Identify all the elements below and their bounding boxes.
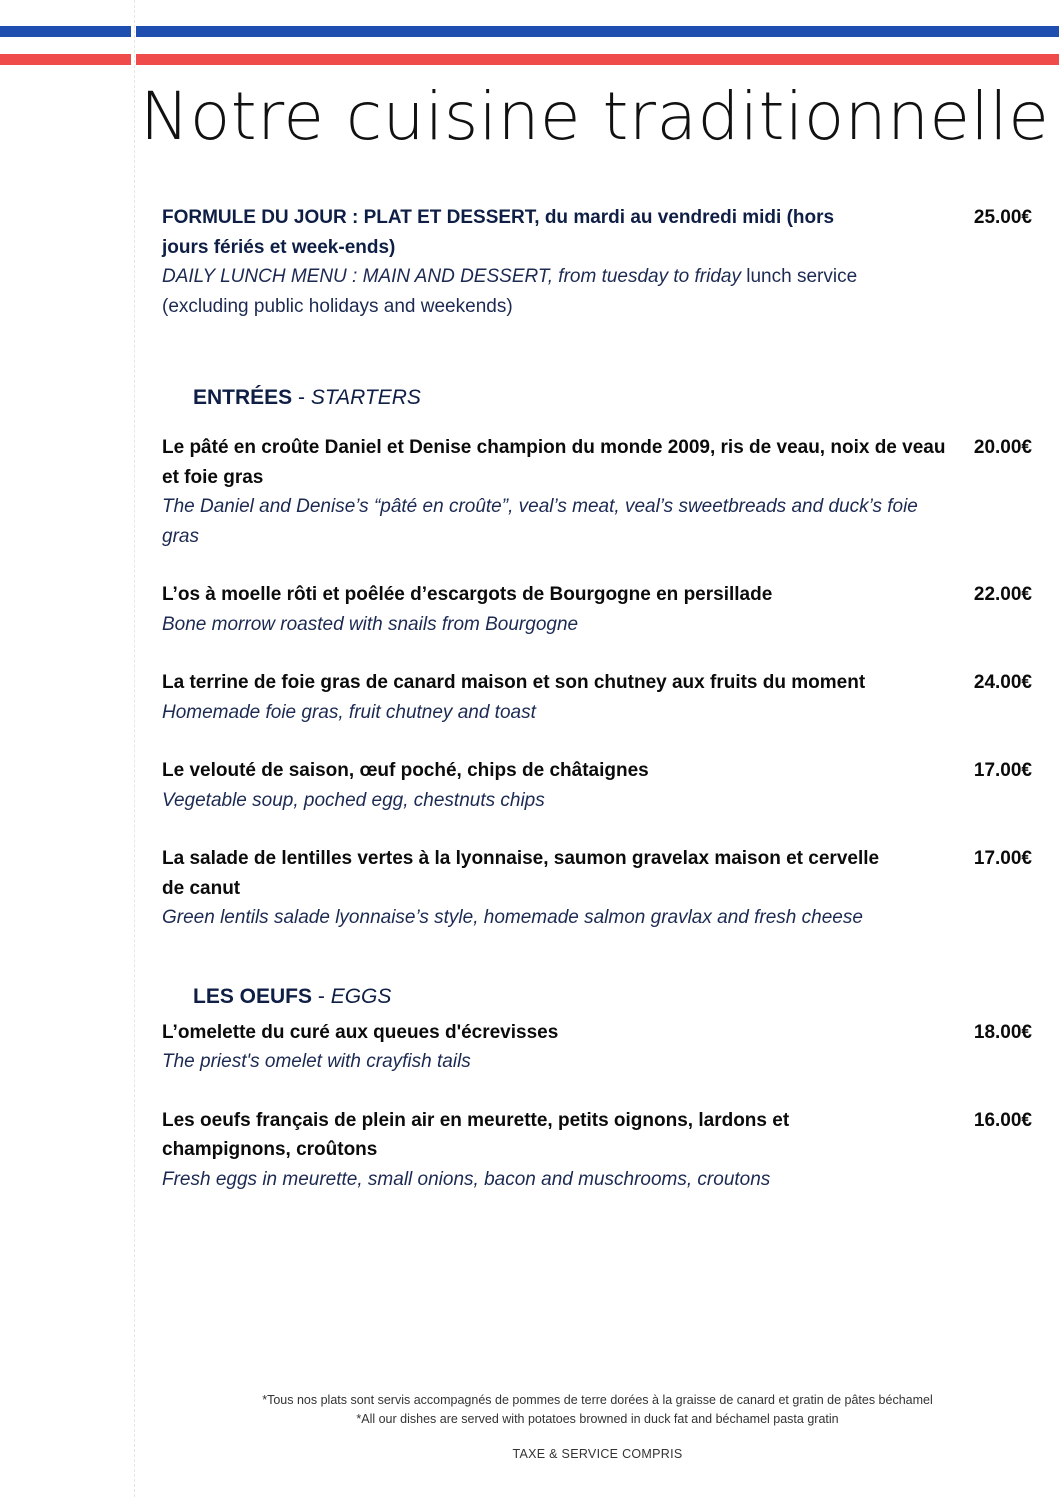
item-desc: The priest's omelet with crayfish tails xyxy=(162,1051,471,1072)
item-name: Le pâté en croûte Daniel et Denise champion du monde 2009, ris de veau, noix de veau et foie gras xyxy=(162,437,946,488)
margin-guide xyxy=(134,0,135,1497)
item-price: 24.00€ xyxy=(973,672,1032,693)
footer-line-en: *All our dishes are served with potatoes browned in duck fat and béchamel pasta gratin xyxy=(356,1412,839,1426)
item-name: Les oeufs français de plein air en meurette, petits oignons, lardons et champignons, croûtons xyxy=(162,1109,790,1160)
item-price: 16.00€ xyxy=(973,1109,1032,1131)
blue-stripe xyxy=(0,26,1059,37)
section-title-en: STARTERS xyxy=(310,386,421,409)
footer-line-fr: *Tous nos plats sont servis accompagnés de pommes de terre dorées à la graisse de canard et gratin de pâtes béchamel xyxy=(262,1393,933,1407)
menu-item xyxy=(162,668,1032,727)
menu-item xyxy=(162,433,1032,551)
item-price: 18.00€ xyxy=(973,1021,1032,1043)
section-separator: - xyxy=(292,386,311,409)
item-desc: Vegetable soup, poched egg, chestnuts chips xyxy=(162,789,545,811)
formule-item xyxy=(162,203,1032,321)
item-name: L’omelette du curé aux queues d'écrevisses xyxy=(162,1021,559,1043)
formule-name: FORMULE DU JOUR : PLAT ET DESSERT, du mardi au vendredi midi (hors jours fériés et week-ends) xyxy=(162,207,835,258)
page-title: Notre cuisine traditionnelle xyxy=(140,78,1050,155)
formule-price: 25.00€ xyxy=(973,207,1032,228)
section-heading-entrees xyxy=(162,383,1032,413)
menu-item xyxy=(162,1018,1032,1077)
item-desc: Fresh eggs in meurette, small onions, bacon and muschrooms, croutons xyxy=(162,1168,771,1190)
item-desc: The Daniel and Denise’s “pâté en croûte”, veal’s meat, veal’s sweetbreads and duck’s foie gras xyxy=(162,496,918,547)
taxe-notice: TAXE & SERVICE COMPRIS xyxy=(512,1447,683,1461)
formule-desc xyxy=(162,262,882,321)
item-name: L’os à moelle rôti et poêlée d’escargots de Bourgogne en persillade xyxy=(162,584,773,605)
menu-item xyxy=(162,1106,1032,1195)
section-title-fr: LES OEUFS xyxy=(193,984,313,1008)
menu-content xyxy=(162,203,1032,1194)
item-name: La terrine de foie gras de canard maison et son chutney aux fruits du moment xyxy=(162,672,866,693)
formule-desc-italic: DAILY LUNCH MENU : MAIN AND DESSERT, from tuesday to friday xyxy=(162,266,741,287)
item-desc: Homemade foie gras, fruit chutney and toast xyxy=(162,701,536,723)
item-name: La salade de lentilles vertes à la lyonnaise, saumon gravelax maison et cervelle de canut xyxy=(162,848,880,899)
item-price: 17.00€ xyxy=(973,848,1032,869)
section-title-en: EGGS xyxy=(330,984,392,1008)
red-stripe xyxy=(0,54,1059,65)
footer-notes xyxy=(140,1391,1055,1429)
item-price: 20.00€ xyxy=(973,437,1032,458)
item-desc: Green lentils salade lyonnaise’s style, homemade salmon gravlax and fresh cheese xyxy=(162,907,863,928)
menu-item xyxy=(162,580,1032,639)
item-price: 22.00€ xyxy=(973,584,1032,605)
menu-item xyxy=(162,844,1032,933)
section-separator: - xyxy=(312,984,331,1008)
formule-desc-regular: lunch service (excluding public holidays and weekends) xyxy=(162,266,858,317)
item-price: 17.00€ xyxy=(973,760,1032,781)
item-name: Le velouté de saison, œuf poché, chips de châtaignes xyxy=(162,760,649,781)
item-desc: Bone morrow roasted with snails from Bourgogne xyxy=(162,613,579,635)
section-title-fr: ENTRÉES xyxy=(193,386,293,409)
menu-item xyxy=(162,756,1032,815)
section-heading-oeufs xyxy=(162,982,1032,1012)
